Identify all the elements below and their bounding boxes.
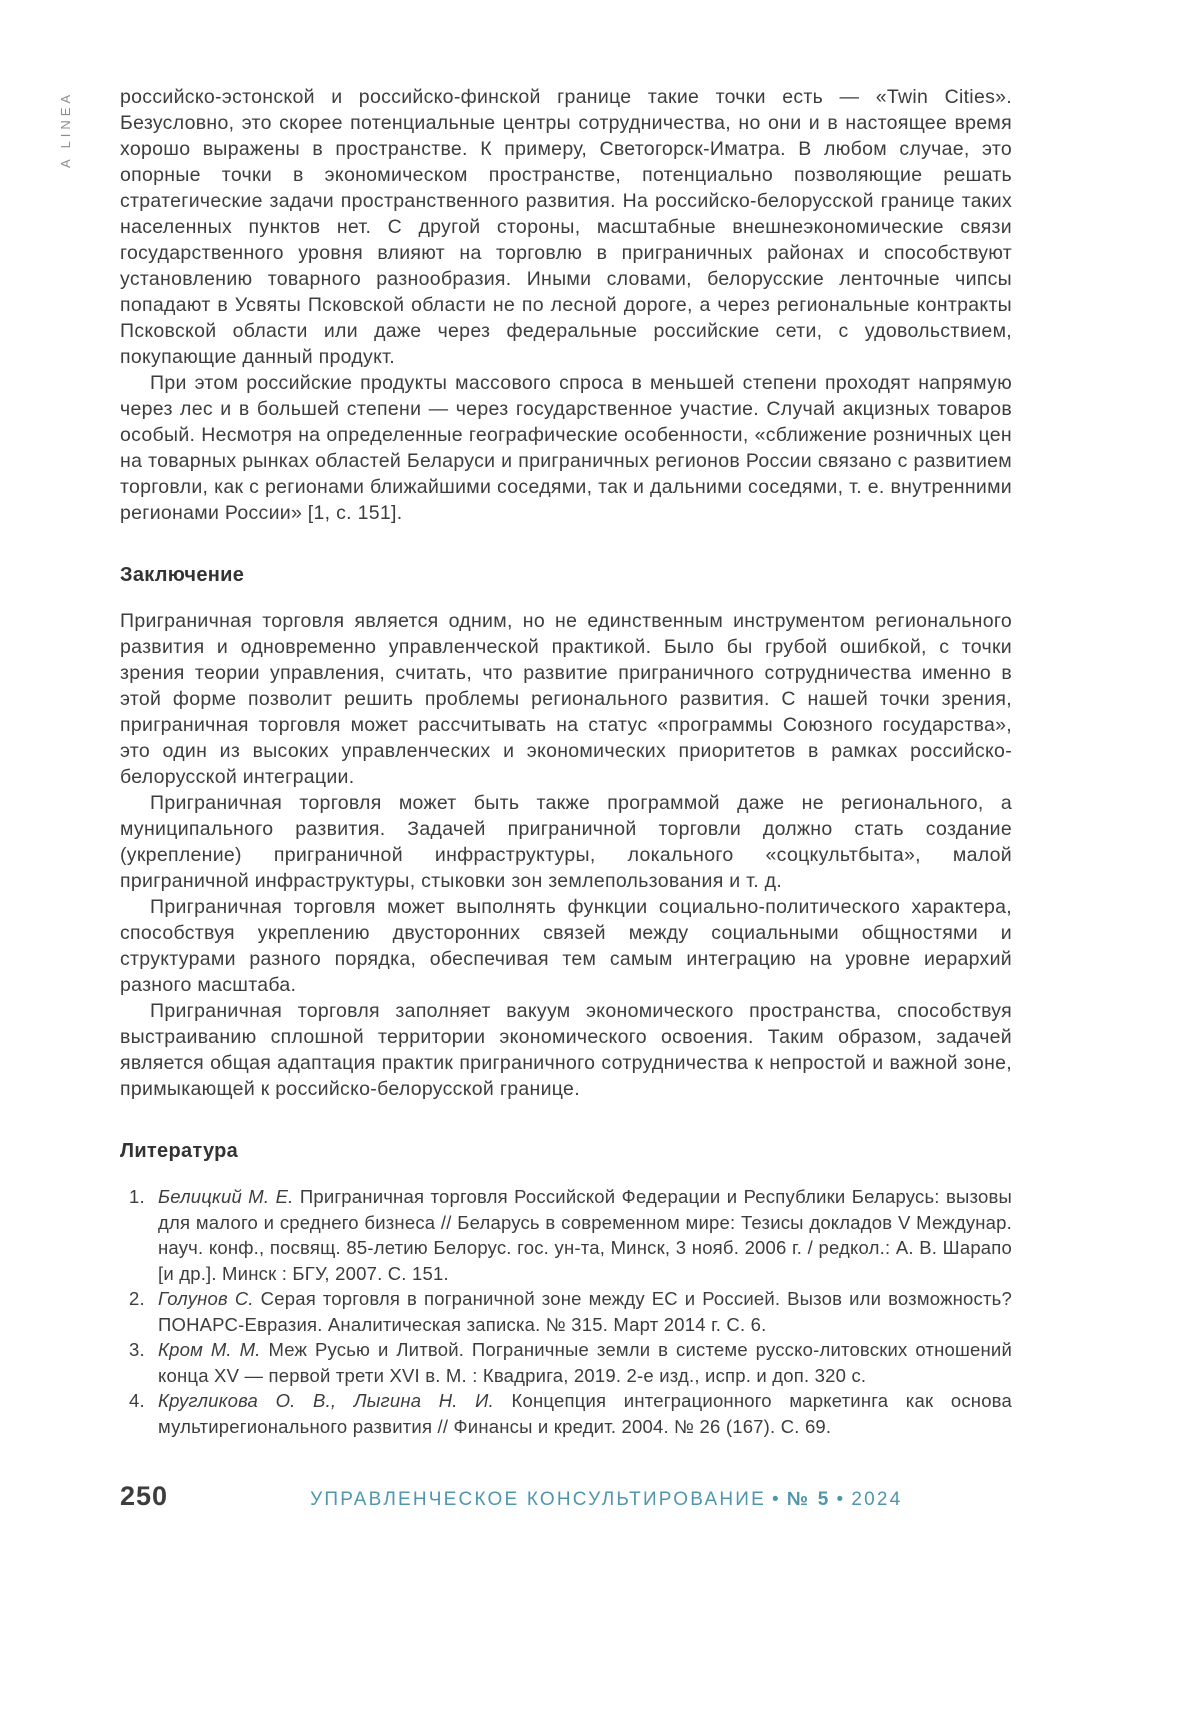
conclusion-section (120, 608, 1012, 1102)
body-paragraph: Приграничная торговля может выполнять функции социально-политического характера, способствуя укреплению двусторонних связей между социальными общностями и структурами разного порядка, обеспечивая тем самым интеграцию на уровне иерархий разного масштаба. (120, 896, 1012, 996)
body-paragraph: При этом российские продукты массового спроса в меньшей степени проходят напрямую через лес и в большей степени — через государственное участие. Случай акцизных товаров особый. Несмотря на определенные географические особенности, «сближение розничных цен на товарных рынках областей Беларуси и приграничных регионов России связано с развитием торговли, как с регионами ближайшими соседями, так и дальними соседями, т. е. внутренними регионами России» [1, с. 151]. (120, 372, 1012, 524)
literature-heading: Литература (120, 1140, 239, 1162)
reference-author: Кром М. М. (158, 1339, 261, 1360)
conclusion-heading: Заключение (120, 564, 245, 586)
reference-item (120, 1337, 1012, 1388)
issue-number: № 5 (786, 1489, 831, 1510)
intro-section (120, 84, 1012, 526)
reference-author: Кругликова О. В., Лыгина Н. И. (158, 1390, 494, 1411)
reference-author: Голунов С. (158, 1288, 254, 1309)
reference-item (120, 1286, 1012, 1337)
reference-text: Меж Русью и Литвой. Пограничные земли в системе русско-литовских отношений конца XV — первой трети XVI в. М. : Квадрига, 2019. 2-е изд., испр. и доп. 320 с. (158, 1339, 1013, 1386)
separator-dot: • (772, 1489, 781, 1510)
body-paragraph: Приграничная торговля заполняет вакуум экономического пространства, способствуя выстраиванию сплошной территории экономического освоения. Таким образом, задачей является общая адаптация практик приграничного сотрудничества к непростой и важной зоне, примыкающей к российско-белорусской границе. (120, 1000, 1012, 1100)
body-paragraph: российско-эстонской и российско-финской границе такие точки есть — «Twin Cities». Безусловно, это скорее потенциальные центры сотрудничества, но они и в настоящее время хорошо выражены в пространстве. К примеру, Светогорск-Иматра. В любом случае, это опорные точки в экономическом пространстве, потенциально позволяющие решать стратегические задачи пространственного развития. На российско-белорусской границе таких населенных пунктов нет. С другой стороны, масштабные внешнеэкономические связи государственного уровня влияют на торговлю в приграничных районах и способствуют установлению товарного разнообразия. Иными словами, белорусские ленточные чипсы попадают в Усвяты Псковской области не по лесной дороге, а через региональные контракты Псковской области или даже через федеральные российские сети, с удовольствием, покупающие данный продукт. (120, 86, 1012, 368)
reference-author: Белицкий М. Е. (158, 1186, 294, 1207)
reference-text: Серая торговля в пограничной зоне между ЕС и Россией. Вызов или возможность? ПОНАРС-Евразия. Аналитическая записка. № 315. Март 2014 г. С. 6. (158, 1288, 1012, 1335)
reference-number: 1. (129, 1186, 145, 1207)
margin-label-a-linea: A LINEA (58, 90, 73, 168)
references-list (120, 1184, 1012, 1439)
page-footer (120, 1481, 1012, 1512)
page-number: 250 (120, 1481, 169, 1511)
reference-number: 3. (129, 1339, 145, 1360)
journal-name: УПРАВЛЕНЧЕСКОЕ КОНСУЛЬТИРОВАНИЕ (310, 1489, 767, 1510)
page-body (120, 84, 1012, 1439)
reference-item (120, 1184, 1012, 1286)
reference-number: 4. (129, 1390, 145, 1411)
body-paragraph: Приграничная торговля является одним, но не единственным инструментом регионального развития и одновременно управленческой практикой. Было бы грубой ошибкой, с точки зрения теории управления, считать, что развитие приграничного сотрудничества именно в этой форме позволит решить проблемы регионального развития. С нашей точки зрения, приграничная торговля может рассчитывать на статус «программы Союзного государства», это один из высоких управленческих и экономических приоритетов в рамках российско-белорусской интеграции. (120, 610, 1012, 788)
separator-dot: • (836, 1489, 846, 1510)
reference-item (120, 1388, 1012, 1439)
reference-text: Концепция интеграционного маркетинга как основа мультирегионального развития // Финансы и кредит. 2004. № 26 (167). С. 69. (158, 1390, 1012, 1437)
reference-text: Приграничная торговля Российской Федерации и Республики Беларусь: вызовы для малого и среднего бизнеса // Беларусь в современном мире: Тезисы докладов V Междунар. науч. конф., посвящ. 85-летию Белорус. гос. ун-та, Минск, 3 нояб. 2006 г. / редкол.: А. В. Шарапо [и др.]. Минск : БГУ, 2007. С. 151. (158, 1186, 1012, 1284)
body-paragraph: Приграничная торговля может быть также программой даже не регионального, а муниципального развития. Задачей приграничной торговли должно стать создание (укрепление) приграничной инфраструктуры, локального «соцкультбыта», малой приграничной инфраструктуры, стыковки зон землепользования и т. д. (120, 792, 1012, 892)
year: 2024 (851, 1489, 903, 1510)
journal-title (310, 1489, 902, 1511)
reference-number: 2. (129, 1288, 145, 1309)
